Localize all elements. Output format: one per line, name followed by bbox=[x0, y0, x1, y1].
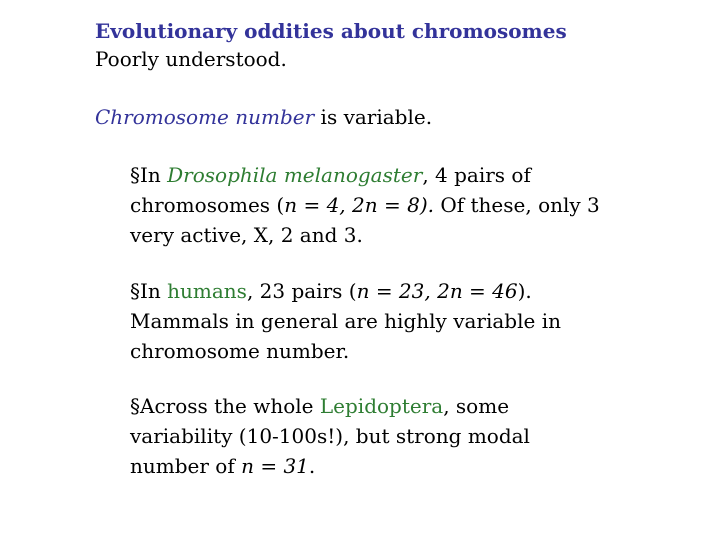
bullet-text: . bbox=[308, 454, 316, 478]
bullet-line bbox=[130, 391, 690, 421]
bullet-text: ). bbox=[517, 279, 532, 303]
bullet-marker: § bbox=[130, 279, 140, 303]
bullet-text: , some bbox=[443, 394, 510, 418]
bullet-line bbox=[130, 190, 690, 220]
bullet-text: chromosomes ( bbox=[130, 193, 285, 217]
bullet-text: n = 31 bbox=[241, 454, 309, 478]
bullet-text: number of bbox=[130, 454, 242, 478]
intro-rest: is variable. bbox=[314, 105, 433, 129]
bullet-text: , 4 pairs of bbox=[422, 163, 531, 187]
bullet-line bbox=[130, 451, 690, 481]
bullet-text: Mammals in general are highly variable in bbox=[130, 309, 561, 333]
bullet-lepidoptera bbox=[130, 391, 690, 481]
highlight-term: humans bbox=[167, 279, 247, 303]
bullet-line bbox=[130, 421, 690, 451]
slide-title: Evolutionary oddities about chromosomes bbox=[95, 19, 567, 43]
highlight-term: Lepidoptera bbox=[319, 394, 444, 418]
bullet-text: very active, X, 2 and 3. bbox=[130, 223, 363, 247]
intro-line bbox=[95, 104, 432, 130]
bullet-marker: § bbox=[130, 394, 140, 418]
bullet-text: Of these, only 3 bbox=[433, 193, 600, 217]
bullet-text: , 23 pairs ( bbox=[246, 279, 357, 303]
bullet-text: chromosome number. bbox=[130, 339, 350, 363]
bullet-line bbox=[130, 306, 690, 336]
bullet-text: In bbox=[140, 163, 168, 187]
bullet-text: n = 23, 2n = 46 bbox=[356, 279, 518, 303]
bullet-line bbox=[130, 276, 690, 306]
bullet-text: Across the whole bbox=[140, 394, 320, 418]
bullet-text: In bbox=[140, 279, 168, 303]
highlight-term: Drosophila melanogaster bbox=[167, 163, 423, 187]
bullet-line bbox=[130, 336, 690, 366]
bullet-line bbox=[130, 160, 690, 190]
slide-subtitle: Poorly understood. bbox=[95, 47, 287, 71]
bullet-text: variability (10-100s!), but strong modal bbox=[130, 424, 530, 448]
bullet-drosophila bbox=[130, 160, 690, 250]
intro-term: Chromosome number bbox=[95, 105, 315, 129]
bullet-text: n = 4, 2n = 8). bbox=[284, 193, 434, 217]
bullet-humans bbox=[130, 276, 690, 366]
bullet-marker: § bbox=[130, 163, 140, 187]
bullet-line bbox=[130, 220, 690, 250]
